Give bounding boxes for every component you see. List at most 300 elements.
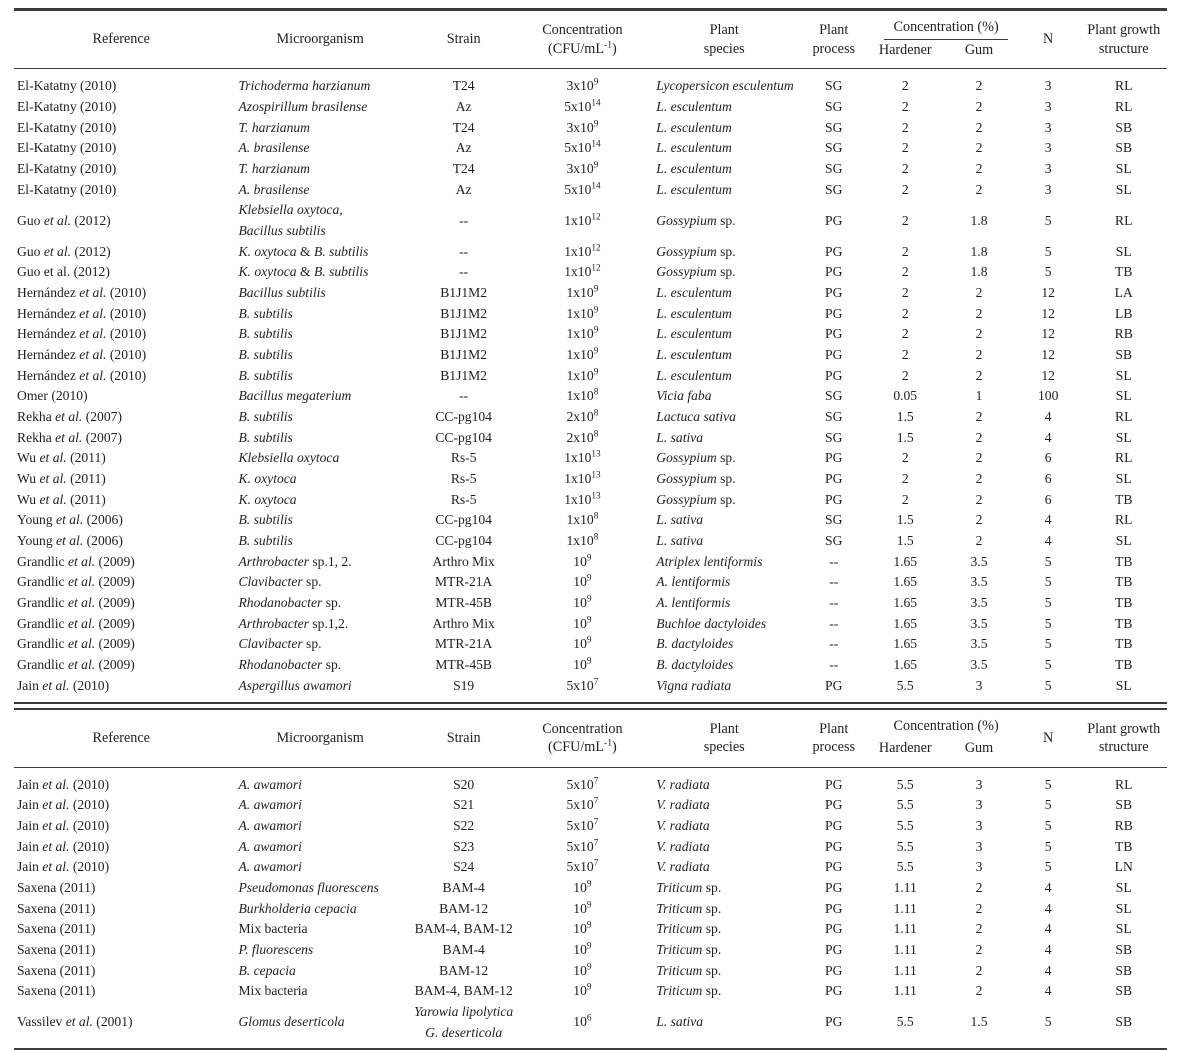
cell-hardener: 5.5 [868, 676, 942, 704]
cell-strain: Az [455, 181, 472, 197]
table-row [14, 448, 1167, 469]
cell-hardener: 5.5 [896, 838, 914, 854]
cell-growth-structure: SL [1080, 676, 1167, 704]
cell-growth-structure: SL [1115, 429, 1132, 445]
cell-plant-process: SG [825, 408, 843, 424]
cell-plant-process: -- [829, 553, 839, 569]
cell-plant-process: SG [825, 512, 843, 528]
table-row [14, 816, 1167, 837]
cell-strain: BAM-4 [442, 941, 485, 957]
cell-microorganism: B. subtilis [238, 408, 293, 424]
cell-growth-structure: RL [1115, 776, 1133, 792]
cell-hardener: 1.11 [893, 962, 917, 978]
cell-concentration-cfu: $10^9$ [573, 614, 592, 631]
cell-gum: 2 [975, 429, 983, 445]
col-header-concentration-pct: Concentration (%) [868, 709, 1016, 738]
cell-hardener: 2 [901, 326, 909, 342]
cell-gum: 3 [975, 817, 983, 833]
cell-strain: BAM-4, BAM-12 [414, 921, 513, 937]
cell-plant-process: -- [829, 656, 839, 672]
cell-plant-species: Vicia faba [656, 388, 712, 404]
cell-growth-structure: TB [1115, 264, 1133, 280]
cell-plant-species: Atriplex lentiformis [656, 553, 763, 569]
cell-reference: Grandlic et al. (2009) [17, 656, 135, 672]
cell-gum: 3 [975, 838, 983, 854]
cell-n: 5 [1044, 594, 1052, 610]
table-row [14, 490, 1167, 511]
cell-plant-process: -- [829, 615, 839, 631]
table-row [14, 428, 1167, 449]
cell-plant-process: SG [825, 181, 843, 197]
cell-n: 3 [1044, 161, 1052, 177]
table-header-lower [14, 709, 1167, 767]
table-row [14, 899, 1167, 920]
cell-growth-structure: RL [1115, 450, 1133, 466]
cell-plant-species: V. radiata [656, 797, 710, 813]
table-row [14, 634, 1167, 655]
cell-reference: Guo et al. (2012) [17, 243, 111, 259]
table-row [14, 837, 1167, 858]
cell-plant-process: PG [825, 212, 843, 228]
cell-gum: 2 [975, 491, 983, 507]
cell-strain: T24 [452, 119, 475, 135]
table-row [14, 857, 1167, 878]
table-body-lower [14, 767, 1167, 1049]
cell-plant-process: SG [825, 429, 843, 445]
cell-plant-process: PG [825, 450, 843, 466]
cell-reference: Guo et al. (2012) [17, 264, 110, 280]
cell-microorganism: K. oxytoca & B. subtilis [238, 243, 369, 259]
cell-concentration-cfu: $1x10^{13}$ [564, 448, 601, 466]
cell-hardener: 1.65 [893, 594, 918, 610]
cell-microorganism: B. subtilis [238, 532, 293, 548]
cell-strain: MTR-45B [435, 656, 492, 672]
cell-growth-structure: SL [1115, 161, 1132, 177]
cell-hardener: 1.11 [893, 983, 917, 999]
cell-hardener: 2 [901, 119, 909, 135]
table-row [14, 961, 1167, 982]
cell-plant-species: A. lentiformis [656, 574, 731, 590]
cell-n: 4 [1044, 532, 1052, 548]
cell-reference: El-Katatny (2010) [17, 78, 117, 94]
cell-strain: S22 [453, 817, 475, 833]
cell-growth-structure: RL [1115, 99, 1133, 115]
cell-concentration-cfu: $5x10^7$ [516, 676, 650, 704]
cell-strain: BAM-12 [439, 900, 489, 916]
cell-growth-structure: SB [1115, 983, 1133, 999]
cell-concentration-cfu: $10^9$ [573, 593, 592, 610]
cell-hardener: 2 [901, 181, 909, 197]
cell-microorganism: Rhodanobacter sp. [238, 656, 342, 672]
cell-reference: Hernández et al. (2010) [17, 285, 147, 301]
cell-n: 4 [1044, 962, 1052, 978]
cell-reference: Jain et al. (2010) [17, 797, 110, 813]
cell-growth-structure: SB [1080, 1002, 1167, 1049]
cell-concentration-cfu: $3x10^9$ [566, 76, 599, 94]
cell-gum: 2 [975, 161, 983, 177]
cell-reference: Rekha et al. (2007) [17, 408, 122, 424]
cell-concentration-cfu: $1x10^{12}$ [564, 242, 601, 259]
cell-growth-structure: SL [1115, 532, 1132, 548]
cell-hardener: 1.11 [893, 941, 917, 957]
cell-gum: 2 [975, 900, 983, 916]
table-row [14, 469, 1167, 490]
cell-strain: T24 [452, 161, 475, 177]
cell-gum: 1.8 [970, 212, 988, 228]
table-header-upper [14, 10, 1167, 69]
cell-gum: 2 [975, 140, 983, 156]
cell-growth-structure: TB [1115, 491, 1133, 507]
table-row [14, 981, 1167, 1002]
cell-microorganism: Klebsiella oxytoca [238, 450, 340, 466]
cell-microorganism: Burkholderia cepacia [238, 900, 357, 916]
cell-gum: 2 [975, 450, 983, 466]
cell-microorganism: A. brasilense [238, 140, 310, 156]
cell-microorganism: Azospirillum brasilense [238, 99, 368, 115]
cell-growth-structure: SB [1115, 941, 1133, 957]
table-row [14, 180, 1167, 201]
cell-gum: 2 [975, 512, 983, 528]
col-header-n: N [1016, 709, 1081, 767]
cell-microorganism: Arthrobacter sp.1, 2. [238, 553, 352, 569]
cell-n: 12 [1041, 285, 1055, 301]
cell-hardener: 1.65 [893, 636, 918, 652]
cell-microorganism: A. awamori [238, 776, 302, 792]
cell-plant-process: PG [825, 305, 843, 321]
cell-plant-process: SG [825, 99, 843, 115]
table-row [14, 262, 1167, 283]
table-row [14, 69, 1167, 97]
cell-strain: Rs-5 [450, 470, 477, 486]
cell-plant-process: PG [825, 900, 843, 916]
cell-n: 5 [1016, 1002, 1081, 1049]
cell-concentration-cfu: $1x10^{13}$ [564, 490, 601, 507]
cell-plant-species: L. esculentum [656, 305, 732, 321]
cell-growth-structure: RB [1114, 326, 1133, 342]
cell-n: 12 [1041, 326, 1055, 342]
cell-plant-species: Triticum sp. [656, 900, 722, 916]
cell-plant-process: PG [825, 470, 843, 486]
cell-plant-species: L. esculentum [656, 119, 732, 135]
cell-growth-structure: LB [1115, 305, 1133, 321]
cell-growth-structure: TB [1115, 636, 1133, 652]
table-row [14, 283, 1167, 304]
cell-hardener: 5.5 [896, 817, 914, 833]
cell-hardener: 1.5 [896, 408, 914, 424]
cell-growth-structure: RL [1115, 408, 1133, 424]
cell-gum: 2 [975, 347, 983, 362]
cell-reference: Hernández et al. (2010) [17, 305, 147, 321]
cell-reference: Hernández et al. (2010) [17, 347, 147, 362]
cell-n: 4 [1044, 429, 1052, 445]
cell-concentration-cfu: $10^9$ [573, 572, 592, 590]
cell-microorganism: Arthrobacter sp.1,2. [238, 615, 349, 631]
cell-strain: Rs-5 [450, 450, 477, 466]
cell-growth-structure: SB [1115, 962, 1133, 978]
cell-strain: B1J1M2 [440, 367, 488, 383]
cell-concentration-cfu: $1x10^9$ [566, 345, 599, 362]
cell-strain: CC-pg104 [435, 429, 492, 445]
cell-reference: Guo et al. (2012) [17, 212, 111, 228]
cell-hardener: 2 [901, 285, 909, 301]
cell-microorganism: A. brasilense [238, 181, 310, 197]
cell-concentration-cfu: $10^9$ [573, 655, 592, 672]
cell-reference: Young et al. (2006) [17, 532, 123, 548]
cell-growth-structure: SB [1115, 119, 1133, 135]
cell-concentration-cfu: $5x10^7$ [566, 816, 599, 833]
cell-growth-structure: TB [1115, 656, 1133, 672]
cell-growth-structure: LA [1114, 285, 1133, 301]
cell-microorganism: A. awamori [238, 859, 302, 875]
cell-hardener: 0.05 [893, 388, 918, 404]
table-row [14, 795, 1167, 816]
cell-concentration-cfu: $5x10^{14}$ [564, 180, 601, 197]
cell-reference: El-Katatny (2010) [17, 181, 117, 197]
cell-reference: Vassilev et al. (2001) [14, 1002, 228, 1049]
cell-growth-structure: SB [1115, 797, 1133, 813]
cell-growth-structure: SL [1115, 879, 1132, 895]
cell-n: 5 [1044, 574, 1052, 590]
cell-hardener: 1.5 [896, 532, 914, 548]
cell-strain: BAM-4, BAM-12 [414, 983, 513, 999]
table-row [14, 386, 1167, 407]
cell-gum: 3 [975, 797, 983, 813]
cell-n: 12 [1041, 305, 1055, 321]
cell-reference: Jain et al. (2010) [17, 838, 110, 854]
cell-plant-process: PG [825, 838, 843, 854]
cell-plant-process: PG [825, 367, 843, 383]
cell-hardener: 5.5 [896, 776, 914, 792]
cell-gum: 3.5 [970, 553, 988, 569]
cell-strain: Rs-5 [450, 491, 477, 507]
cell-hardener: 2 [901, 99, 909, 115]
cell-microorganism: Trichoderma harzianum [238, 78, 371, 94]
cell-microorganism: Aspergillus awamori [228, 676, 411, 704]
cell-gum: 2 [975, 305, 983, 321]
cell-microorganism: Mix bacteria [238, 983, 308, 999]
cell-growth-structure: SL [1115, 388, 1132, 404]
cell-plant-species: Vigna radiata [649, 676, 799, 704]
table-row [14, 919, 1167, 940]
table-row [14, 159, 1167, 180]
cell-microorganism: B. subtilis [238, 305, 293, 321]
cell-plant-species: A. lentiformis [656, 594, 731, 610]
cell-plant-species: Gossypium sp. [656, 264, 736, 280]
table-row [14, 510, 1167, 531]
cell-reference: Jain et al. (2010) [17, 776, 110, 792]
cell-plant-process: PG [825, 264, 843, 280]
table-row [14, 593, 1167, 614]
cell-plant-species: Gossypium sp. [656, 243, 736, 259]
cell-n: 6 [1044, 491, 1052, 507]
cell-microorganism: Clavibacter sp. [238, 574, 322, 590]
cell-reference: Omer (2010) [17, 388, 88, 404]
cell-n: 5 [1044, 776, 1052, 792]
cell-strain: -- [459, 243, 469, 259]
cell-n: 5 [1044, 656, 1052, 672]
cell-reference: Wu et al. (2011) [17, 450, 106, 466]
cell-n: 5 [1044, 212, 1052, 228]
cell-gum: 2 [975, 532, 983, 548]
cell-plant-species: L. esculentum [656, 347, 732, 362]
cell-concentration-cfu: $1x10^8$ [566, 510, 599, 528]
cell-gum: 3.5 [970, 594, 988, 610]
cell-plant-process: PG [825, 285, 843, 301]
cell-hardener: 1.65 [893, 656, 918, 672]
cell-hardener: 1.5 [896, 512, 914, 528]
cell-plant-species: L. esculentum [656, 181, 732, 197]
cell-strain: -- [459, 264, 469, 280]
table-row [14, 366, 1167, 387]
cell-hardener: 2 [901, 347, 909, 362]
cell-plant-process: -- [829, 636, 839, 652]
cell-reference: El-Katatny (2010) [17, 99, 117, 115]
cell-concentration-cfu: $10^9$ [573, 940, 592, 957]
cell-strain: BAM-4 [442, 879, 485, 895]
cell-hardener: 1.11 [893, 921, 917, 937]
cell-plant-species: L. sativa [656, 532, 704, 548]
table-row [14, 940, 1167, 961]
cell-microorganism: P. fluorescens [238, 941, 314, 957]
col-header-growth-structure: Plant growth structure [1080, 709, 1167, 767]
cell-plant-process: SG [825, 388, 843, 404]
table-body-upper [14, 69, 1167, 703]
cell-gum: 3.5 [970, 615, 988, 631]
col-header-growth-structure: Plant growth structure [1080, 10, 1167, 69]
col-header-gum: Gum [942, 40, 1016, 69]
cell-growth-structure: RL [1115, 212, 1133, 228]
cell-strain: -- [459, 388, 469, 404]
cell-strain: S24 [453, 859, 475, 875]
cell-concentration-cfu: $1x10^9$ [566, 366, 599, 383]
cell-microorganism: Klebsiella oxytoca, Bacillus subtilis [238, 202, 343, 239]
cell-strain: MTR-45B [435, 594, 492, 610]
cell-strain: CC-pg104 [435, 532, 492, 548]
cell-plant-process: SG [825, 140, 843, 156]
cell-microorganism: Mix bacteria [238, 921, 308, 937]
cell-plant-process: SG [825, 119, 843, 135]
col-header-hardener: Hardener [868, 40, 942, 69]
cell-n: 4 [1044, 408, 1052, 424]
cell-concentration-cfu: $10^9$ [573, 961, 592, 978]
cell-plant-process: PG [825, 941, 843, 957]
cell-reference: Rekha et al. (2007) [17, 429, 122, 445]
cell-plant-species: Lycopersicon esculentum [656, 78, 794, 94]
table-row [14, 345, 1167, 366]
cell-growth-structure: TB [1115, 838, 1133, 854]
cell-n: 4 [1044, 983, 1052, 999]
cell-plant-process: PG [825, 962, 843, 978]
cell-plant-species: V. radiata [656, 859, 710, 875]
col-header-concentration-cfu: Concentration $(CFU/mL^{-1})$ [516, 709, 650, 767]
cell-plant-species: Gossypium sp. [656, 470, 736, 486]
cell-n: 12 [1041, 347, 1055, 362]
cell-strain: Arthro Mix [432, 615, 495, 631]
cell-n: 5 [1044, 243, 1052, 259]
cell-microorganism: B. subtilis [238, 512, 293, 528]
cell-microorganism: Clavibacter sp. [238, 636, 322, 652]
cell-plant-process: SG [825, 532, 843, 548]
cell-concentration-cfu: $5x10^7$ [566, 795, 599, 813]
cell-n: 6 [1044, 450, 1052, 466]
cell-concentration-cfu: $5x10^7$ [566, 775, 599, 792]
cell-plant-process: PG [825, 347, 843, 362]
table-row [14, 118, 1167, 139]
cell-plant-species: Triticum sp. [656, 941, 722, 957]
cell-plant-process: SG [825, 161, 843, 177]
table-row [14, 655, 1167, 676]
cell-plant-species: Gossypium sp. [656, 491, 736, 507]
cell-concentration-cfu: $10^9$ [573, 899, 592, 916]
cell-hardener: 2 [901, 367, 909, 383]
cell-concentration-cfu: $1x10^8$ [566, 386, 599, 404]
cell-microorganism: A. awamori [238, 838, 302, 854]
cell-strain: -- [459, 212, 469, 228]
cell-plant-species: B. dactyloides [656, 636, 734, 652]
cell-plant-species: Gossypium sp. [656, 212, 736, 228]
cell-hardener: 2 [901, 470, 909, 486]
col-header-reference: Reference [14, 709, 228, 767]
cell-n: 3 [1044, 181, 1052, 197]
cell-reference: Grandlic et al. (2009) [17, 615, 135, 631]
table-row [14, 407, 1167, 428]
cell-concentration-cfu: $10^9$ [573, 552, 592, 569]
cell-hardener: 5.5 [868, 1002, 942, 1049]
table-row [14, 552, 1167, 573]
col-header-hardener: Hardener [868, 738, 942, 767]
cell-growth-structure: SB [1115, 140, 1133, 156]
col-header-reference: Reference [14, 10, 228, 69]
cell-gum: 3.5 [970, 574, 988, 590]
cell-growth-structure: SL [1115, 921, 1132, 937]
cell-plant-species: Triticum sp. [656, 879, 722, 895]
cell-microorganism: T. harzianum [238, 161, 310, 177]
col-header-concentration-cfu: Concentration $(CFU/mL^{-1})$ [516, 10, 650, 69]
cell-n: 4 [1044, 879, 1052, 895]
cell-growth-structure: SL [1115, 181, 1132, 197]
table-row [14, 304, 1167, 325]
cell-concentration-cfu: $10^9$ [573, 878, 592, 895]
cell-growth-structure: RB [1114, 817, 1133, 833]
cell-hardener: 2 [901, 161, 909, 177]
cell-microorganism: K. oxytoca [238, 491, 297, 507]
cell-hardener: 2 [901, 140, 909, 156]
cell-growth-structure: TB [1115, 574, 1133, 590]
cell-strain: S21 [453, 797, 475, 813]
cell-plant-species: L. sativa [656, 429, 704, 445]
cell-plant-process: PG [825, 817, 843, 833]
cell-microorganism: Pseudomonas fluorescens [238, 879, 379, 895]
cell-n: 4 [1044, 941, 1052, 957]
cell-strain: S19 [412, 676, 516, 704]
cell-n: 5 [1044, 553, 1052, 569]
cell-gum: 3 [975, 859, 983, 875]
cell-plant-species: B. dactyloides [656, 656, 734, 672]
cell-hardener: 2 [901, 212, 909, 228]
cell-strain: Az [455, 140, 472, 156]
col-header-plant-process: Plant process [799, 10, 868, 69]
table-row [14, 614, 1167, 635]
cell-growth-structure: TB [1115, 553, 1133, 569]
cell-gum: 3 [975, 776, 983, 792]
cell-reference: El-Katatny (2010) [17, 119, 117, 135]
cell-plant-species: V. radiata [656, 817, 710, 833]
cell-n: 5 [1044, 264, 1052, 280]
cell-concentration-cfu: $1x10^9$ [566, 324, 599, 342]
cell-strain: BAM-12 [439, 962, 489, 978]
cell-strain: S23 [453, 838, 475, 854]
cell-plant-process: PG [825, 776, 843, 792]
